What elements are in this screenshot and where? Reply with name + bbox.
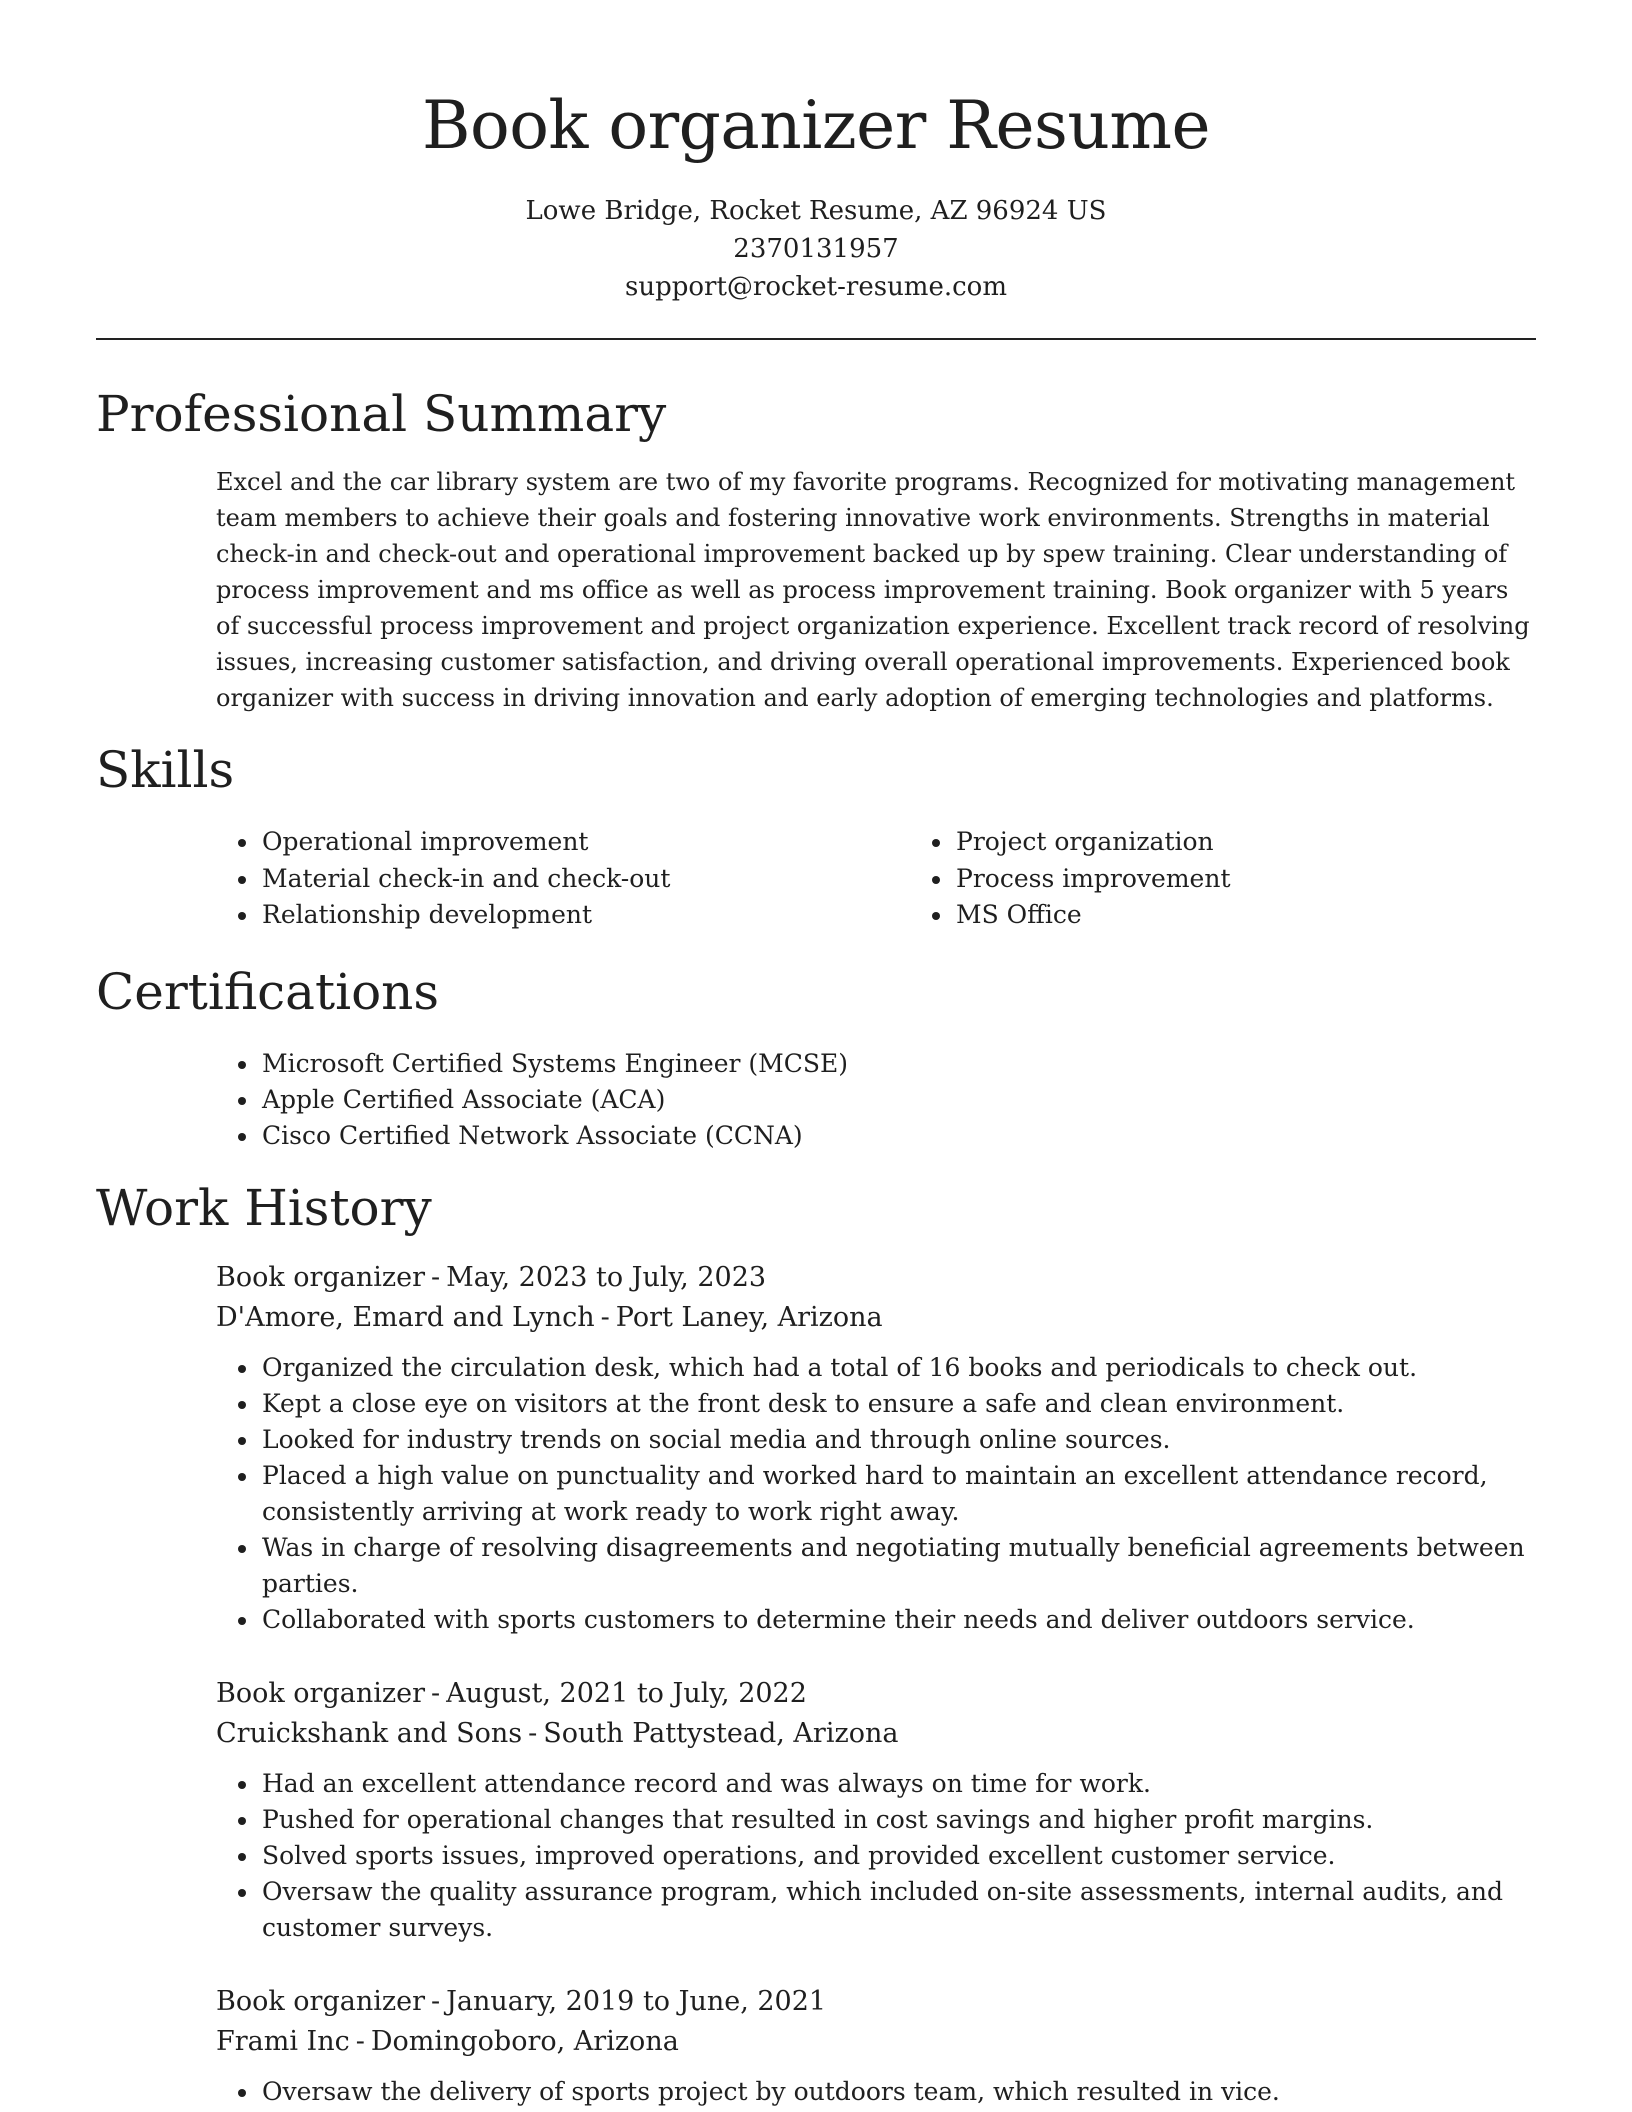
job-bullets [216,2074,1536,2110]
job-bullet: • Placed a high value on punctuality and worked hard to maintain an excellent attendance record, consistently arriving at work ready to work right away. [260,1458,1536,1530]
separator: - [430,1985,441,2017]
job-dates: January, 2019 to June, 2021 [446,1985,827,2017]
skill-item: • Project organization [954,824,1514,861]
job-company-line [216,1714,1536,1754]
job-bullet: • Looked for industry trends on social media and through online sources. [260,1422,1536,1458]
job-bullet: • Was in charge of resolving disagreements and negotiating mutually beneficial agreements between parties. [260,1530,1536,1602]
separator: - [600,1301,610,1333]
separator: - [430,1261,441,1293]
certification-item: • Cisco Certified Network Associate (CCNA) [260,1118,1536,1154]
job-entry [216,1258,1536,1638]
job-title-line [216,1674,1536,1714]
job-title-line [216,1258,1536,1298]
job-bullet: • Oversaw the delivery of sports project by outdoors team, which resulted in vice. [260,2074,1536,2110]
job-location: South Pattystead, Arizona [543,1717,899,1749]
job-bullets [216,1350,1536,1638]
job-bullet: • Pushed for operational changes that resulted in cost savings and higher profit margins. [260,1802,1536,1838]
job-title: Book organizer [216,1677,425,1709]
skills-column-left [216,824,910,934]
work-history-heading: Work History [96,1178,432,1237]
skill-item: • Process improvement [954,861,1514,898]
separator: - [430,1677,441,1709]
summary-heading: Professional Summary [96,385,667,443]
job-bullet: • Kept a close eye on visitors at the front desk to ensure a safe and clean environment. [260,1386,1536,1422]
job-location: Domingoboro, Arizona [370,2025,679,2057]
certification-item: • Apple Certified Associate (ACA) [260,1082,1536,1118]
job-entry [216,1674,1536,1946]
certifications-heading: Certifications [96,962,440,1021]
job-title: Book organizer [216,1261,425,1293]
resume-title: Book organizer Resume [421,87,1211,164]
skills-column-right [910,824,1514,934]
contact-address: Lowe Bridge, Rocket Resume, AZ 96924 US [525,196,1107,226]
job-dates: May, 2023 to July, 2023 [446,1261,767,1293]
job-title-line [216,1982,1536,2022]
certification-item: • Microsoft Certified Systems Engineer (MCSE) [260,1046,1536,1082]
skill-item: • Relationship development [260,897,910,934]
job-bullet: • Solved sports issues, improved operations, and provided excellent customer service. [260,1838,1536,1874]
skills-list [216,824,1536,934]
contact-phone: 2370131957 [733,234,899,264]
job-company-line [216,2022,1536,2062]
skills-heading: Skills [96,741,235,799]
skill-item: • MS Office [954,897,1514,934]
job-company: Cruickshank and Sons [216,1717,523,1749]
job-bullet: • Oversaw the quality assurance program, which included on-site assessments, internal audits, and customer surveys. [260,1874,1536,1946]
job-company-line [216,1298,1536,1338]
job-bullet: • Organized the circulation desk, which had a total of 16 books and periodicals to check out. [260,1350,1536,1386]
certifications-list [216,1046,1536,1154]
summary-text: Excel and the car library system are two of my favorite programs. Recognized for motivating management team members to achieve their goals and fostering innovative work environments. Strengths in material check-in and check-out and operational improvement backed up by spew training. Clear understanding of process improvement and ms office as well as process improvement training. Book organizer with 5 years of successful process improvement and project organization experience. Excellent track record of resolving issues, increasing customer satisfaction, and driving overall operational improvements. Experienced book organizer with success in driving innovation and early adoption of emerging technologies and platforms. [216,468,1530,712]
separator: - [528,1717,538,1749]
job-title: Book organizer [216,1985,425,2017]
job-bullet: • Had an excellent attendance record and was always on time for work. [260,1766,1536,1802]
skill-item: • Operational improvement [260,824,910,861]
separator: - [355,2025,365,2057]
contact-block [96,192,1536,306]
job-company: D'Amore, Emard and Lynch [216,1301,595,1333]
job-entry [216,1982,1536,2110]
job-bullet: • Collaborated with sports customers to determine their needs and deliver outdoors service. [260,1602,1536,1638]
job-location: Port Laney, Arizona [615,1301,883,1333]
job-dates: August, 2021 to July, 2022 [446,1677,807,1709]
header-divider [96,338,1536,340]
job-company: Frami Inc [216,2025,350,2057]
contact-email: support@rocket-resume.com [624,272,1007,302]
resume-page [96,0,1536,2110]
job-bullets [216,1766,1536,1946]
skill-item: • Material check-in and check-out [260,861,910,898]
